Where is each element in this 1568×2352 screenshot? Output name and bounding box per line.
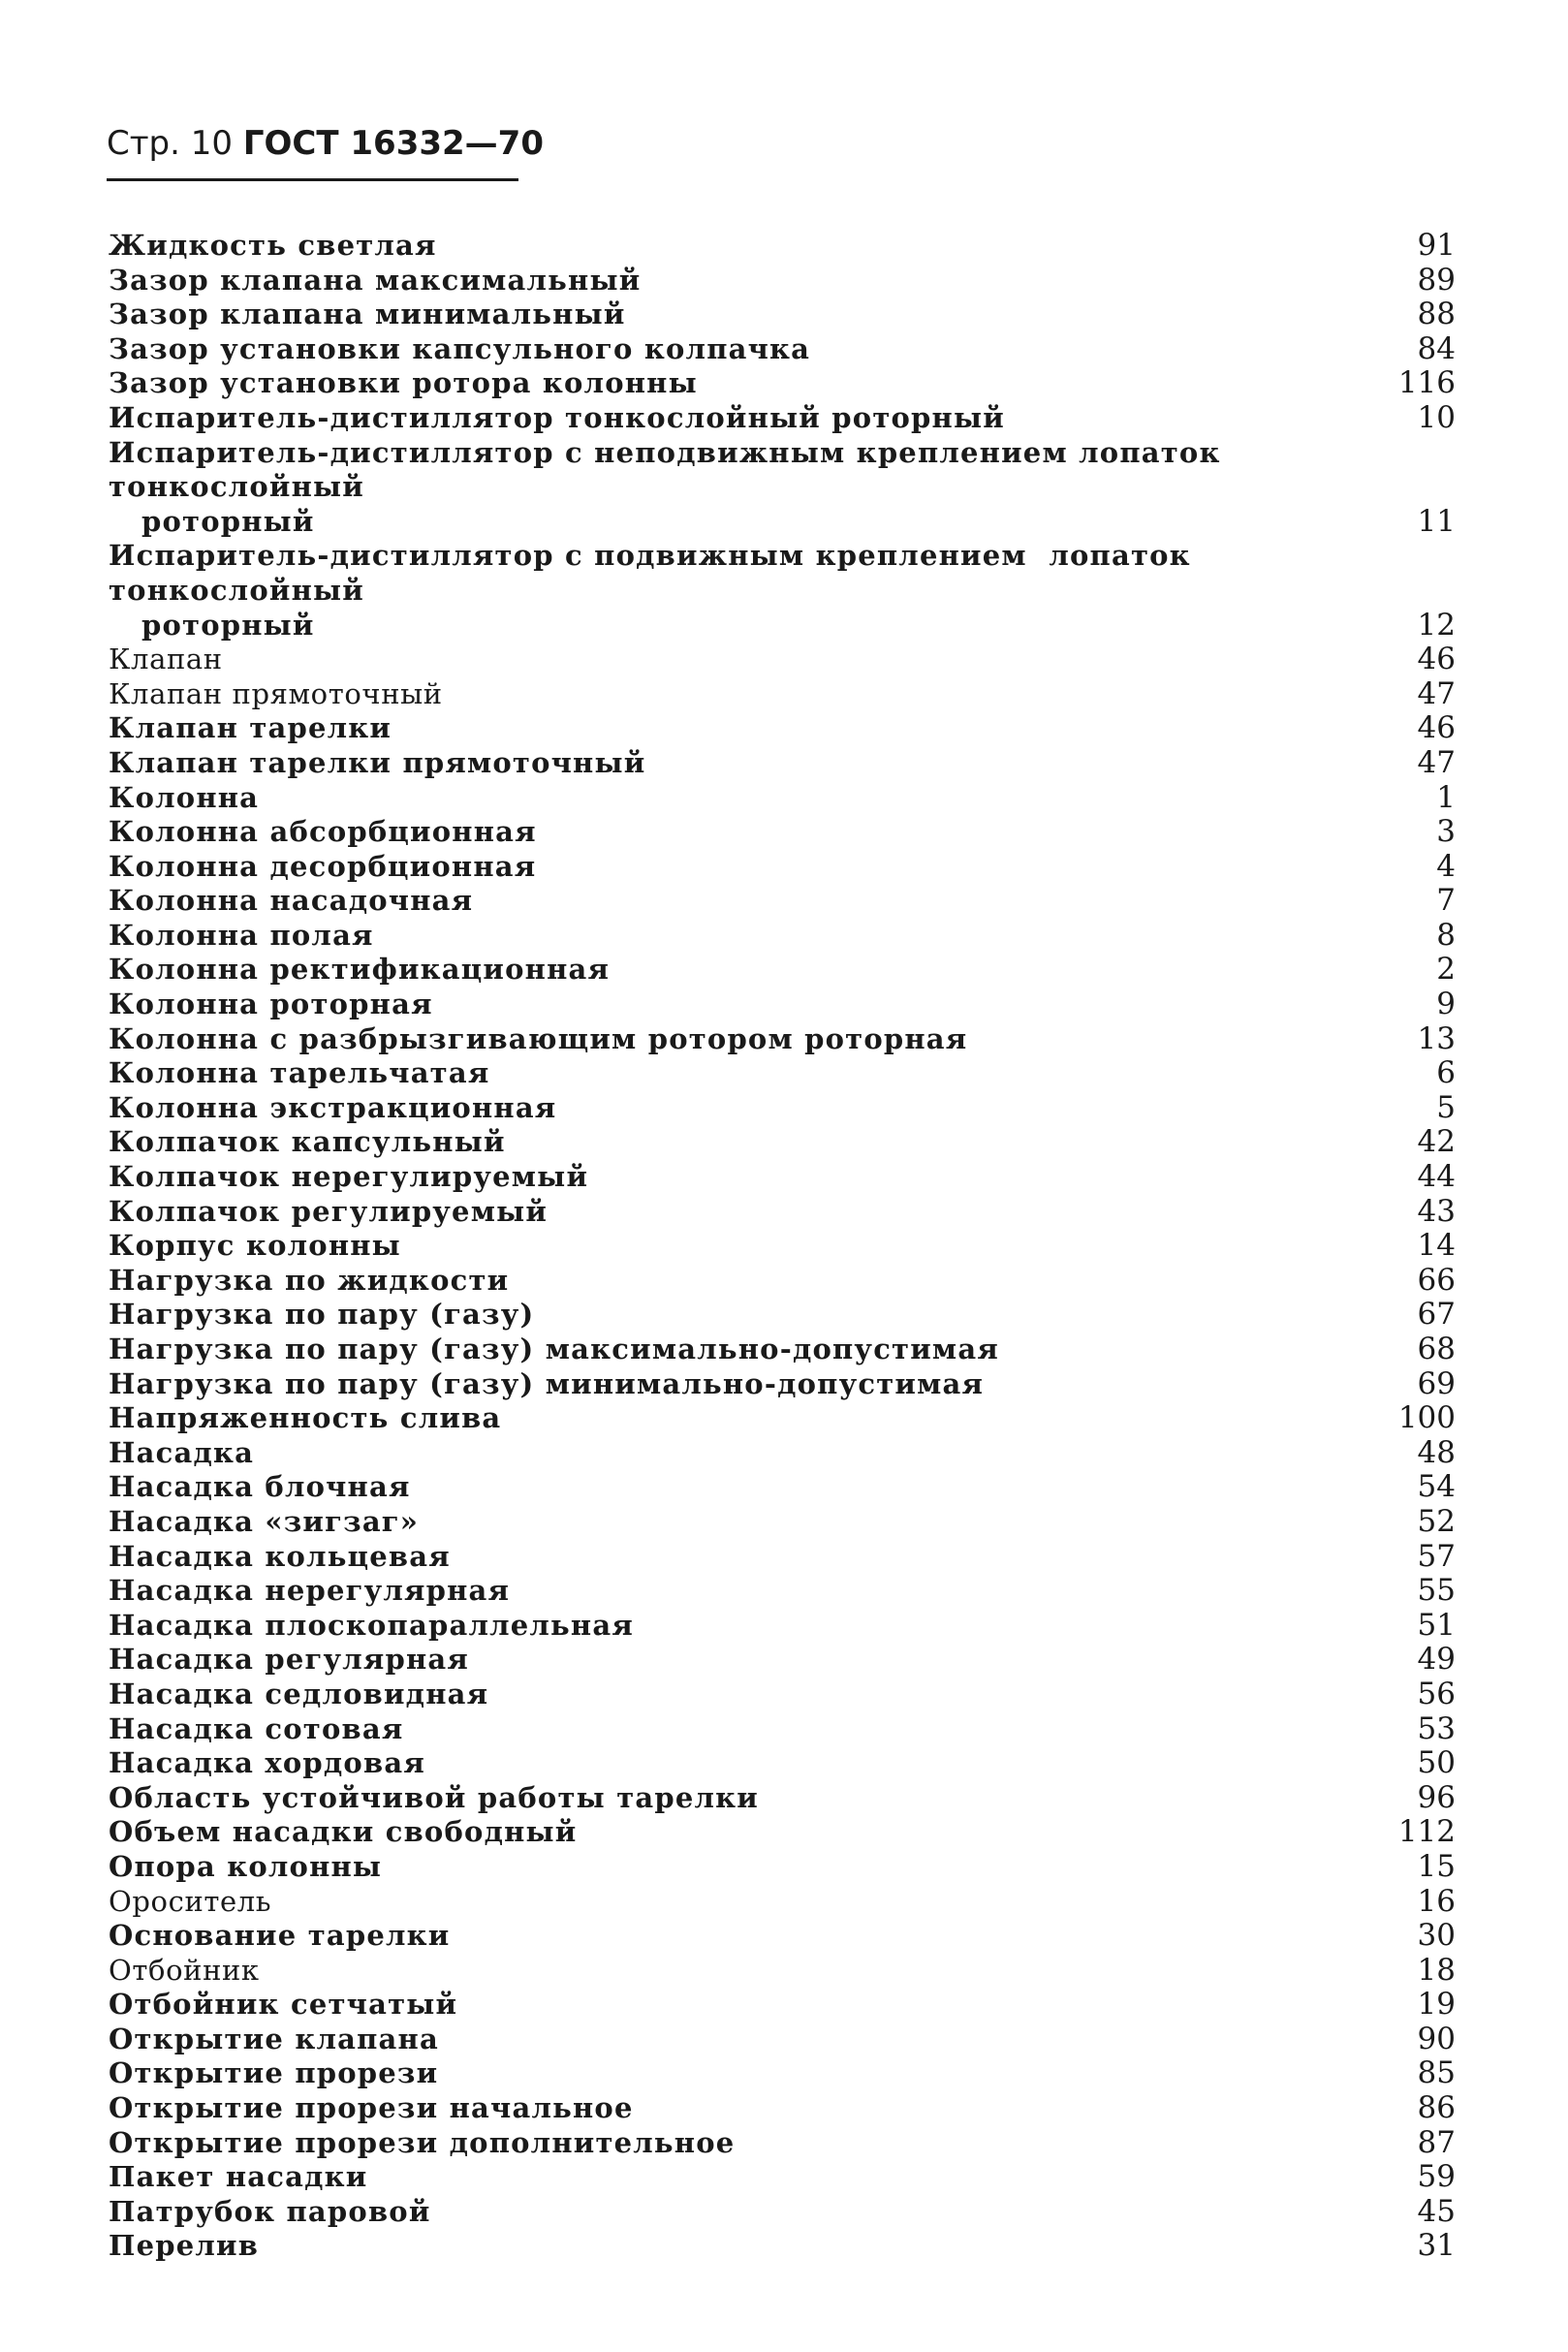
index-term-number: 42 [1417,1124,1456,1160]
index-term-text: Насадка «зигзаг» [109,1504,420,1538]
index-term-number: 18 [1417,1952,1456,1988]
index-entry [109,2126,1456,2161]
index-entry [109,2091,1456,2126]
index-term-text: Насадка нерегулярная [109,1574,511,1608]
index-term-number: 87 [1417,2124,1456,2160]
index-term [109,1367,984,1402]
index-term-number: 55 [1417,1573,1456,1609]
index-term-number: 30 [1417,1918,1456,1954]
index-term-continuation: роторный [141,504,315,538]
index-entry [109,1885,1456,1920]
index-term-number: 88 [1417,297,1456,332]
index-term [109,1643,469,1678]
index-term [109,1850,382,1885]
index-term [109,711,392,746]
index-term-text: Основание тарелки [109,1919,451,1953]
index-term-number: 89 [1417,262,1456,298]
index-term-number: 13 [1417,1020,1456,1056]
index-entry [109,711,1456,746]
index-term [109,264,641,298]
index-term-number: 66 [1417,1262,1456,1298]
index-term-text: Насадка хордовая [109,1746,425,1780]
index-term-number: 59 [1417,2159,1456,2195]
index-entry [109,2195,1456,2230]
index-term [109,366,698,401]
index-term-number: 56 [1417,1676,1456,1711]
index-term-number: 16 [1417,1883,1456,1919]
index-term-number: 11 [1417,503,1456,539]
index-entry [109,1609,1456,1644]
index-term-number: 6 [1436,1055,1456,1091]
index-term [109,1712,403,1747]
index-term-text: Колонна роторная [109,988,433,1021]
index-term [109,1885,271,1920]
index-term-number: 67 [1417,1297,1456,1333]
index-term [109,229,437,264]
index-term [109,2160,367,2195]
page-header [107,122,544,165]
index-term [109,746,645,781]
index-term [109,1574,510,1609]
index-term [109,1746,425,1781]
index-entry [109,1160,1456,1195]
index-term-number: 84 [1417,330,1456,366]
index-term-text: Открытие прорези начальное [109,2091,634,2125]
index-term-text: Нагрузка по жидкости [109,1263,510,1297]
index-term-text: Нагрузка по пару (газу) [109,1298,535,1332]
index-entry [109,2229,1456,2264]
index-term [109,781,259,816]
index-term-number: 4 [1436,848,1456,884]
index-term [109,1609,634,1644]
index-term-text: Клапан [109,643,223,676]
index-entry [109,436,1456,540]
index-term-number: 116 [1397,365,1456,401]
index-entry [109,884,1456,919]
index-term [109,643,223,677]
index-entry [109,643,1456,677]
index-term [109,1229,401,1264]
index-term-text: Насадка [109,1435,255,1469]
index-term [109,1815,578,1850]
index-term [109,1678,488,1712]
index-term [109,1333,999,1367]
index-term-text: Колонна экстракционная [109,1090,557,1124]
index-term-number: 46 [1417,710,1456,746]
index-term [109,1160,588,1195]
index-term-text: Зазор установки капсульного колпачка [109,331,811,365]
index-term [109,298,626,332]
index-entry [109,815,1456,850]
index-term [109,436,1388,540]
index-term [109,850,536,885]
index-term-text: Насадка седловидная [109,1677,489,1710]
index-term-text: Колонна тарельчатая [109,1056,490,1090]
index-term [109,1264,509,1299]
index-entry [109,781,1456,816]
index-entry [109,1781,1456,1816]
index-entry [109,1712,1456,1747]
index-term [109,884,473,919]
index-entry [109,953,1456,988]
index-term-text: Колпачок нерегулируемый [109,1160,589,1194]
index-term [109,1540,451,1575]
index-entry [109,539,1456,643]
index-term-number: 3 [1436,814,1456,850]
index-entry [109,1401,1456,1436]
index-term-number: 68 [1417,1332,1456,1366]
index-entry [109,264,1456,298]
index-entry [109,746,1456,781]
index-term-text: Жидкость светлая [109,229,437,262]
index-entry [109,2056,1456,2091]
index-term [109,2023,439,2057]
index-term-number: 86 [1417,2090,1456,2126]
index-entry [109,1746,1456,1781]
index-entry [109,1850,1456,1885]
index-term [109,1919,451,1954]
index-entry [109,1367,1456,1402]
index-entry [109,1298,1456,1333]
index-term [109,2091,634,2126]
index-term-text: Насадка кольцевая [109,1539,451,1573]
index-term [109,2126,735,2161]
index-entry [109,1436,1456,1471]
index-term-number: 50 [1417,1745,1456,1781]
index-term [109,1505,419,1540]
index-entry [109,1643,1456,1678]
index-term-text: Пакет насадки [109,2160,368,2194]
index-term-text: Объем насадки свободный [109,1815,578,1849]
index-term-number: 51 [1417,1607,1456,1643]
index-entry [109,988,1456,1022]
index-term-number: 48 [1417,1434,1456,1470]
index-term-number: 52 [1417,1503,1456,1539]
index-term-number: 47 [1417,744,1456,780]
index-term-text: Отбойник [109,1953,260,1987]
index-term-text: Колпачок капсульный [109,1125,506,1159]
index-term-text: Нагрузка по пару (газу) максимально-допустимая [109,1333,999,1365]
index-term-number: 90 [1417,2021,1456,2056]
index-term-text: Напряженность слива [109,1401,502,1435]
index-term [109,1988,457,2023]
index-term-continuation: роторный [141,608,315,642]
index-term-text: Колонна с разбрызгивающим ротором роторная [109,1021,968,1055]
index-entry [109,1470,1456,1505]
index-term-number: 9 [1436,987,1456,1022]
index-term-number: 5 [1436,1089,1456,1125]
index-entry [109,850,1456,885]
index-entry [109,1919,1456,1954]
index-entry [109,401,1456,436]
index-entry [109,1678,1456,1712]
index-term-text: Корпус колонны [109,1229,401,1263]
index-term-text: Нагрузка по пару (газу) минимально-допустимая [109,1366,985,1400]
index-term-number: 54 [1417,1469,1456,1505]
index-entry [109,1505,1456,1540]
index-entry [109,1195,1456,1230]
index-term [109,988,433,1022]
index-term-text: Колпачок регулируемый [109,1194,549,1228]
index-term-text: Испаритель-дистиллятор тонкослойный роторный [109,400,1005,434]
document-code: ГОСТ 16332—70 [242,124,544,163]
index-term-text: Открытие прорези [109,2056,439,2090]
index-term [109,1436,254,1471]
index-term-text: Открытие прорези дополнительное [109,2125,736,2159]
index-term-number: 1 [1436,779,1456,815]
index-term-text: Патрубок паровой [109,2194,431,2228]
index-term [109,1401,501,1436]
index-term-number: 15 [1417,1848,1456,1884]
page-number-label: Стр. 10 [107,124,234,163]
index-entry [109,332,1456,367]
index-term [109,1470,411,1505]
index-term-number: 53 [1417,1710,1456,1746]
index-entry [109,1091,1456,1126]
index-term-number: 10 [1417,399,1456,435]
index-term-text: Колонна десорбционная [109,849,537,883]
index-entry [109,366,1456,401]
index-term-number: 47 [1417,675,1456,711]
index-term-text: Зазор клапана максимальный [109,263,642,297]
index-entry [109,298,1456,332]
header-rule [107,178,518,181]
index-term [109,1125,506,1160]
index-term [109,919,374,954]
index-entry [109,1264,1456,1299]
index-entry [109,1229,1456,1264]
index-term-number: 2 [1436,952,1456,988]
index-term [109,2195,431,2230]
index-term-number: 49 [1417,1642,1456,1678]
index-term-text: Опора колонны [109,1849,383,1883]
index-term-number: 31 [1417,2228,1456,2264]
index-term-number: 14 [1417,1228,1456,1264]
index-term-text: Отбойник сетчатый [109,1988,458,2022]
index-term-number: 8 [1436,917,1456,953]
index-entry [109,2160,1456,2195]
index-term [109,539,1388,643]
index-term-number: 69 [1417,1365,1456,1401]
index-term-text: Ороситель [109,1884,272,1918]
index-entry [109,1988,1456,2023]
index-entry [109,1056,1456,1091]
index-term-number: 91 [1417,228,1456,263]
index-term [109,332,810,367]
index-term-number: 85 [1417,2055,1456,2091]
index-term-number: 100 [1397,1400,1456,1436]
index-term [109,1954,260,1989]
index-term [109,1195,548,1230]
index-term-text: Насадка плоскопараллельная [109,1608,634,1642]
index-term-text: Колонна [109,780,260,814]
index-term-text: Насадка блочная [109,1470,411,1504]
index-entry [109,2023,1456,2057]
index-term-text: Зазор клапана минимальный [109,298,626,331]
index-term [109,953,610,988]
index-entry [109,1333,1456,1367]
index-term [109,1056,489,1091]
index-term-text: Насадка сотовая [109,1711,404,1745]
index-term [109,2229,259,2264]
index-term [109,2056,438,2091]
index-term-text: Перелив [109,2229,260,2263]
index-term-number: 57 [1417,1538,1456,1574]
index-term [109,1091,556,1126]
index-term [109,1781,759,1816]
index-entry [109,1954,1456,1989]
index-term-number: 43 [1417,1193,1456,1229]
index-term [109,677,443,712]
index-entry [109,1815,1456,1850]
index-term-number: 19 [1417,1987,1456,2023]
index-term-text: Испаритель-дистиллятор с неподвижным креплением лопаток тонкослойный [109,435,1232,504]
index-term [109,1022,967,1057]
index-term-text: Колонна ректификационная [109,953,611,987]
index-entry [109,677,1456,712]
index-term [109,815,537,850]
index-entry [109,919,1456,954]
index-entry [109,1125,1456,1160]
index-entry [109,1022,1456,1057]
index-term-number: 7 [1436,883,1456,919]
index-term-text: Клапан тарелки [109,711,392,745]
index-entry [109,1540,1456,1575]
index-term-text: Колонна абсорбционная [109,815,537,849]
index-term-text: Зазор установки ротора колонны [109,366,698,400]
index-term-number: 112 [1397,1814,1456,1850]
index-term-number: 44 [1417,1159,1456,1195]
index-term-number: 96 [1417,1779,1456,1815]
index-term-number: 45 [1417,2193,1456,2229]
index-term-text: Открытие клапана [109,2022,439,2055]
index-term-text: Колонна полая [109,918,374,952]
index-entry [109,1574,1456,1609]
index-term-text: Клапан прямоточный [109,676,443,710]
index-term-text: Испаритель-дистиллятор с подвижным креплением лопаток тонкослойный [109,539,1203,607]
index-term-text: Колонна насадочная [109,884,474,918]
index-term-text: Клапан тарелки прямоточный [109,745,646,779]
index-entry [109,229,1456,264]
index-term-text: Область устойчивой работы тарелки [109,1780,760,1814]
index-term [109,1298,534,1333]
index-term-number: 46 [1417,642,1456,677]
alphabetical-index [109,229,1456,2264]
index-term [109,401,1005,436]
index-term-number: 12 [1417,607,1456,643]
index-term-text: Насадка регулярная [109,1643,470,1677]
